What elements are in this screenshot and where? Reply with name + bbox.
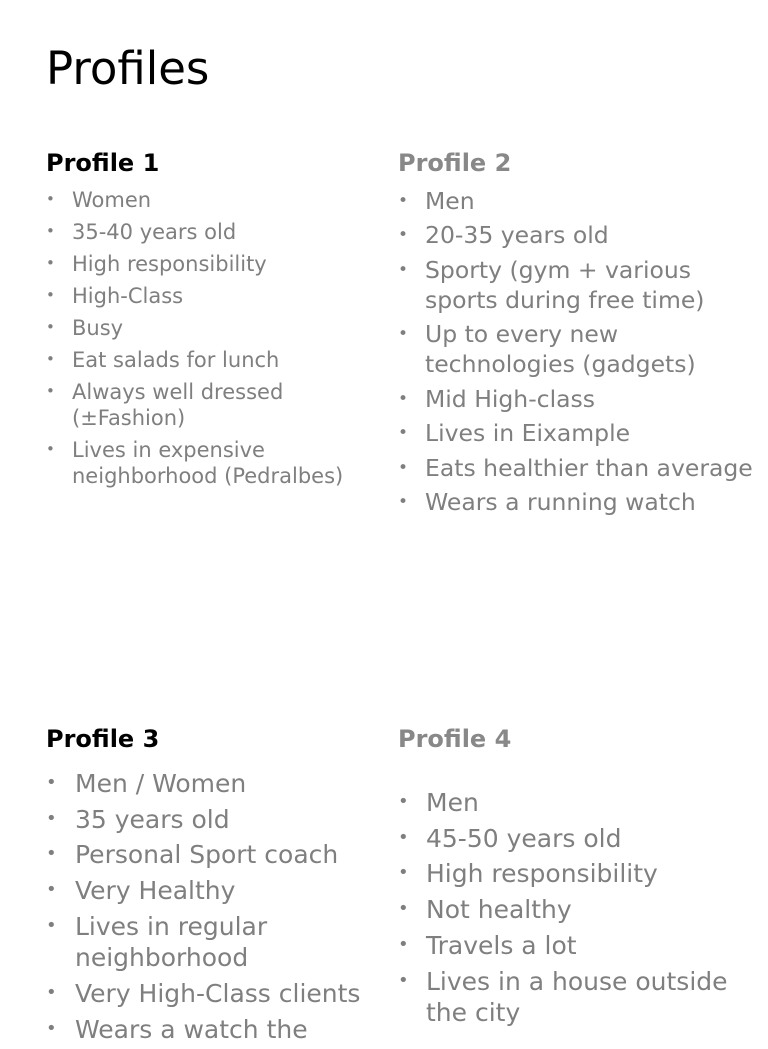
list-item (46, 978, 386, 1009)
list-item-text: Always well dressed (±Fashion) (72, 379, 284, 430)
list-item-text: Men / Women (75, 768, 247, 798)
profile-4-panel (398, 725, 758, 1033)
profile-2-panel (398, 149, 758, 522)
list-item-text: Personal Sport coach (75, 840, 339, 870)
list-item-text: 35 years old (75, 804, 230, 834)
bullet-icon: • (46, 317, 55, 336)
list-item-text: Mid High-class (425, 384, 596, 413)
profile-1-panel (46, 149, 376, 495)
profile-2-list (398, 186, 758, 518)
list-item-text: Very Healthy (75, 876, 236, 906)
list-item (46, 437, 376, 489)
bullet-icon: • (398, 969, 409, 991)
list-item-text: Lives in Eixample (425, 419, 631, 448)
list-item-text: Lives in expensive neighborhood (Pedralbes) (72, 437, 344, 488)
profile-1-list (46, 187, 376, 489)
list-item-text: Up to every new technologies (gadgets) (425, 320, 696, 379)
list-item-text: Eat salads for lunch (72, 347, 280, 372)
list-item-text: Eats healthier than average (425, 453, 753, 482)
list-item (398, 823, 758, 854)
list-item (46, 187, 376, 213)
list-item (398, 384, 758, 414)
bullet-icon: • (398, 324, 409, 345)
list-item (46, 315, 376, 341)
bullet-icon: • (398, 862, 409, 884)
bullet-icon: • (46, 771, 57, 793)
profile-4-list (398, 787, 758, 1028)
list-item (398, 858, 758, 889)
list-item (398, 930, 758, 961)
bullet-icon: • (46, 381, 55, 400)
list-item (398, 186, 758, 216)
profile-3-panel (46, 725, 386, 1049)
list-item-text: Lives in a house outside the city (426, 966, 728, 1027)
bullet-icon: • (398, 933, 409, 955)
list-item-text: High-Class (72, 283, 184, 308)
list-item (398, 894, 758, 925)
bullet-icon: • (398, 826, 409, 848)
bullet-icon: • (46, 285, 55, 304)
bullet-icon: • (46, 879, 57, 901)
list-item (46, 768, 386, 799)
list-item (398, 255, 758, 315)
list-item (46, 379, 376, 431)
list-item-text: Men (425, 186, 475, 215)
list-item-text: 35-40 years old (72, 219, 237, 244)
bullet-icon: • (46, 349, 55, 368)
bullet-icon: • (46, 843, 57, 865)
bullet-icon: • (46, 807, 57, 829)
bullet-icon: • (398, 790, 409, 812)
bullet-icon: • (46, 439, 55, 458)
bullet-icon: • (46, 221, 55, 240)
list-item-text: Wears a watch the (75, 1014, 308, 1044)
list-item-text: 20-35 years old (425, 221, 609, 250)
list-item (398, 787, 758, 818)
list-item-text: Not healthy (426, 895, 572, 925)
page-title: Profiles (46, 42, 210, 95)
list-item (46, 347, 376, 373)
list-item (46, 283, 376, 309)
list-item-text: Busy (72, 315, 124, 340)
list-item (46, 804, 386, 835)
bullet-icon: • (46, 1017, 57, 1039)
bullet-icon: • (398, 423, 409, 444)
list-item (46, 1014, 386, 1045)
list-item (398, 220, 758, 250)
profile-2-heading: Profile 2 (398, 149, 512, 177)
list-item-text: Wears a running watch (425, 488, 696, 517)
list-item (46, 251, 376, 277)
list-item (398, 453, 758, 483)
list-item-text: Lives in regular neighborhood (75, 911, 268, 972)
list-item-text: Women (72, 187, 152, 212)
bullet-icon: • (46, 914, 57, 936)
list-item-text: Sporty (gym + various sports during free time) (425, 255, 705, 314)
bullet-icon: • (398, 457, 409, 478)
profile-3-heading: Profile 3 (46, 725, 160, 753)
profile-3-list (46, 768, 386, 1045)
list-item (46, 875, 386, 906)
list-item-text: Men (426, 787, 479, 817)
list-item-text: High responsibility (72, 251, 267, 276)
list-item-text: Travels a lot (426, 930, 577, 960)
list-item-text: Very High-Class clients (75, 978, 361, 1008)
bullet-icon: • (46, 981, 57, 1003)
list-item (398, 319, 758, 379)
list-item (398, 487, 758, 517)
list-item (46, 219, 376, 245)
bullet-icon: • (398, 492, 409, 513)
profile-4-heading: Profile 4 (398, 725, 512, 753)
profile-1-heading: Profile 1 (46, 149, 160, 177)
bullet-icon: • (46, 253, 55, 272)
bullet-icon: • (398, 259, 409, 280)
list-item (46, 839, 386, 870)
list-item-text: 45-50 years old (426, 823, 622, 853)
list-item-text: High responsibility (426, 859, 658, 889)
list-item (398, 966, 758, 1028)
bullet-icon: • (46, 189, 55, 208)
list-item (398, 418, 758, 448)
bullet-icon: • (398, 898, 409, 920)
bullet-icon: • (398, 225, 409, 246)
bullet-icon: • (398, 388, 409, 409)
bullet-icon: • (398, 190, 409, 211)
list-item (46, 911, 386, 973)
